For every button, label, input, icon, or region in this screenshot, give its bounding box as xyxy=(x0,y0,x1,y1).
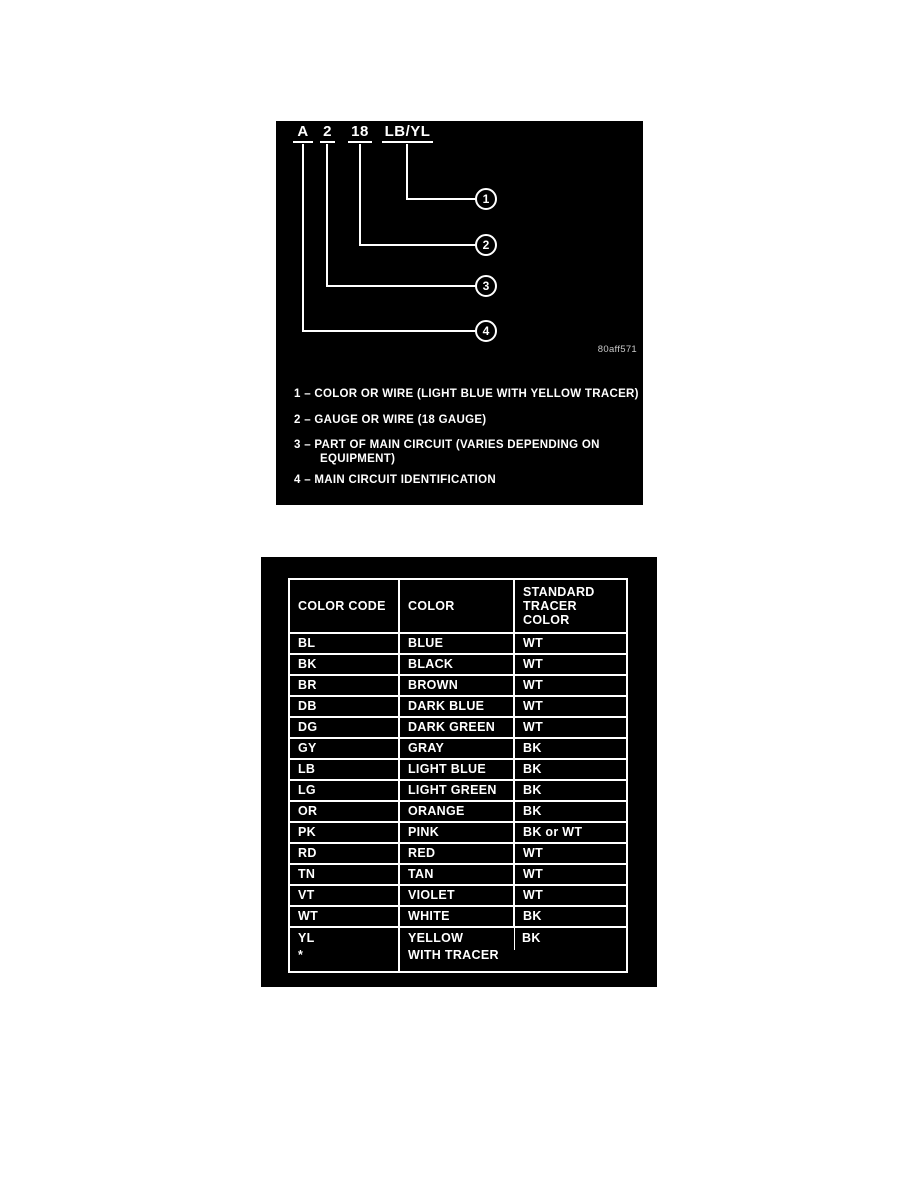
cell-tracer-color: WT xyxy=(514,885,627,906)
table-row xyxy=(289,780,627,801)
callout-number-2: 2 xyxy=(482,238,490,252)
code-part-main-circuit-id: A xyxy=(293,124,313,143)
cell-tracer-color: WT xyxy=(514,675,627,696)
footnote-code-yl: YL xyxy=(298,931,315,945)
cell-color-name: ORANGE xyxy=(399,801,514,822)
header-color: COLOR xyxy=(399,579,514,633)
cell-color-code: VT xyxy=(289,885,399,906)
cell-color-code: RD xyxy=(289,843,399,864)
color-code-table xyxy=(288,578,628,973)
callout-line-3 xyxy=(327,144,476,286)
table-header-row xyxy=(289,579,627,633)
legend-item-1: 1 – COLOR OR WIRE (LIGHT BLUE WITH YELLOW TRACER) xyxy=(294,388,639,400)
figure-code-label: 80aff571 xyxy=(597,344,637,355)
cell-color-name: BLUE xyxy=(399,633,514,654)
table-row xyxy=(289,822,627,843)
table-row xyxy=(289,801,627,822)
cell-tracer-color: BK xyxy=(514,738,627,759)
cell-tracer-color: WT xyxy=(514,633,627,654)
cell-color-name: DARK GREEN xyxy=(399,717,514,738)
cell-color-name: VIOLET xyxy=(399,885,514,906)
cell-tracer-color: WT xyxy=(514,843,627,864)
cell-tracer-color: BK xyxy=(514,780,627,801)
cell-tracer-color: BK or WT xyxy=(514,822,627,843)
footnote-with-tracer: WITH TRACER xyxy=(408,948,499,962)
legend-item-3: 3 – PART OF MAIN CIRCUIT (VARIES DEPENDING ON EQUIPMENT) xyxy=(294,439,600,465)
cell-color-code: BR xyxy=(289,675,399,696)
cell-tracer-color: WT xyxy=(514,654,627,675)
cell-color-name: RED xyxy=(399,843,514,864)
cell-color-name: GRAY xyxy=(399,738,514,759)
cell-color-name: BLACK xyxy=(399,654,514,675)
table-row xyxy=(289,633,627,654)
cell-color-code: BL xyxy=(289,633,399,654)
table-row xyxy=(289,717,627,738)
table-row xyxy=(289,885,627,906)
cell-color-code: DB xyxy=(289,696,399,717)
callout-number-3: 3 xyxy=(482,279,490,293)
code-part-gauge: 18 xyxy=(348,124,372,143)
cell-color-code: GY xyxy=(289,738,399,759)
cell-color-name: BROWN xyxy=(399,675,514,696)
header-standard-tracer-color: STANDARD TRACER COLOR xyxy=(514,579,627,633)
cell-color-code: DG xyxy=(289,717,399,738)
table-row xyxy=(289,864,627,885)
cell-color-name: LIGHT GREEN xyxy=(399,780,514,801)
code-part-wire-color: LB/YL xyxy=(382,124,433,143)
footnote-asterisk: * xyxy=(298,948,304,962)
cell-color-code: PK xyxy=(289,822,399,843)
footnote-tracer-bk: BK xyxy=(522,931,541,945)
legend-item-2: 2 – GAUGE OR WIRE (18 GAUGE) xyxy=(294,414,487,426)
callout-line-2 xyxy=(360,144,476,245)
cell-color-code: BK xyxy=(289,654,399,675)
cell-color-name: WHITE xyxy=(399,906,514,927)
callout-number-4: 4 xyxy=(482,324,490,338)
cell-color-name: LIGHT BLUE xyxy=(399,759,514,780)
table-footnote-row xyxy=(289,927,627,972)
cell-color-name: TAN xyxy=(399,864,514,885)
cell-color-code: OR xyxy=(289,801,399,822)
cell-color-code: LG xyxy=(289,780,399,801)
color-code-table-panel xyxy=(261,557,657,987)
cell-color-name: DARK BLUE xyxy=(399,696,514,717)
table-row xyxy=(289,759,627,780)
footnote-color-yellow: YELLOW xyxy=(408,931,464,945)
table-row xyxy=(289,738,627,759)
callout-number-1: 1 xyxy=(482,192,490,206)
table-row xyxy=(289,843,627,864)
cell-tracer-color: BK xyxy=(514,801,627,822)
table-row xyxy=(289,654,627,675)
cell-color-name xyxy=(399,927,514,972)
cell-color-code: TN xyxy=(289,864,399,885)
cell-color-code xyxy=(289,927,399,972)
cell-tracer-color xyxy=(514,927,627,972)
cell-tracer-color: WT xyxy=(514,696,627,717)
cell-tracer-color: WT xyxy=(514,864,627,885)
wire-code-diagram-panel xyxy=(276,121,643,505)
cell-color-code: LB xyxy=(289,759,399,780)
cell-tracer-color: BK xyxy=(514,906,627,927)
partial-divider xyxy=(514,927,515,950)
legend-item-4: 4 – MAIN CIRCUIT IDENTIFICATION xyxy=(294,474,497,486)
table-row xyxy=(289,696,627,717)
table-row xyxy=(289,675,627,696)
callout-line-1 xyxy=(407,144,476,199)
cell-color-code: WT xyxy=(289,906,399,927)
table-row xyxy=(289,906,627,927)
code-part-circuit-part: 2 xyxy=(320,124,335,143)
cell-color-name: PINK xyxy=(399,822,514,843)
cell-tracer-color: WT xyxy=(514,717,627,738)
header-color-code: COLOR CODE xyxy=(289,579,399,633)
cell-tracer-color: BK xyxy=(514,759,627,780)
callout-line-4 xyxy=(303,144,476,331)
